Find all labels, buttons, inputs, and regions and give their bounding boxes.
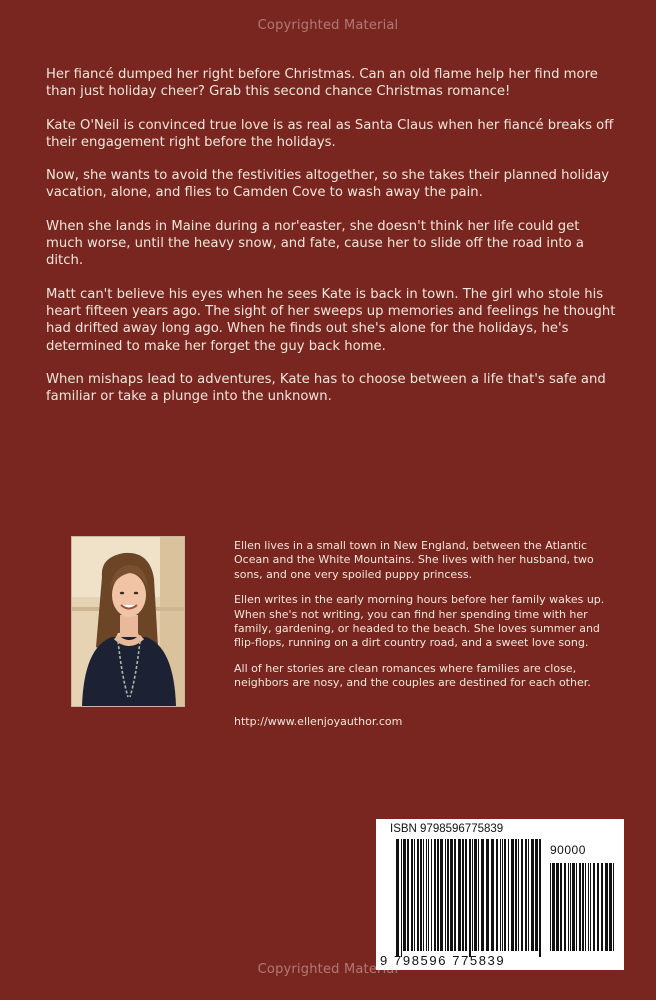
author-photo <box>71 536 185 707</box>
watermark-bottom: Copyrighted Material <box>257 962 399 977</box>
barcode-bar <box>518 839 519 951</box>
barcode-bar <box>585 863 586 951</box>
barcode-bar <box>454 839 456 951</box>
bio-paragraph: Ellen lives in a small town in New England, between the Atlantic Ocean and the White Mountains. She lives with her husband, two sons, and one very spoiled puppy princess. <box>234 539 594 581</box>
barcode-bar <box>434 839 436 951</box>
barcode-bar <box>560 863 562 951</box>
barcode-bar <box>572 863 575 951</box>
barcode-bar <box>401 839 402 957</box>
barcode-bar <box>472 839 473 951</box>
barcode-bar <box>469 839 471 957</box>
blurb-paragraph: Kate O'Neil is convinced true love is as real as Santa Claus when her fiancé breaks off their engagement right before the holidays. <box>46 117 614 150</box>
barcode-bar <box>601 863 603 951</box>
barcode-bar <box>609 863 612 951</box>
barcode-bar <box>426 839 427 951</box>
barcode-bar <box>474 839 477 951</box>
barcode-bar <box>588 863 589 951</box>
isbn-digits: 9 798596 775839 <box>380 953 506 968</box>
barcode-bar <box>496 839 498 951</box>
barcode-bar <box>445 839 446 951</box>
barcode-bar <box>535 839 538 951</box>
blurb-paragraph: Now, she wants to avoid the festivities altogether, so she takes their planned holiday vacation, alone, and flies to Camden Cove to wash away the pain. <box>46 168 610 201</box>
barcode-bar <box>423 839 424 951</box>
barcode-bar <box>605 863 608 951</box>
barcode-bar <box>500 839 501 951</box>
barcode-bar <box>403 839 406 951</box>
author-website: http://www.ellenjoyauthor.com <box>234 714 403 728</box>
barcode-bar <box>504 839 506 951</box>
barcode-bar <box>437 839 439 951</box>
barcode-bar <box>511 839 514 951</box>
author-bio <box>234 539 614 740</box>
barcode-bar <box>491 839 494 951</box>
barcode-bar <box>396 839 399 957</box>
blurb-paragraph: When she lands in Maine during a nor'easter, she doesn't think her life could get much worse, until the heavy snow, and fate, cause her to slide off the road into a ditch. <box>46 218 584 269</box>
barcode-bar <box>613 863 614 951</box>
barcode-bar <box>478 839 479 951</box>
barcode-bar <box>420 839 422 951</box>
barcode-bar <box>556 863 559 951</box>
barcode-bar <box>411 839 413 951</box>
barcode-bar <box>552 863 555 951</box>
blurb-paragraph: Her fiancé dumped her right before Christmas. Can an old flame help her find more than just holiday cheer? Grab this second chance Christmas romance! <box>46 67 598 100</box>
barcode-bar <box>597 863 599 951</box>
barcode-bar <box>564 863 566 951</box>
barcode-bar <box>508 839 509 951</box>
barcode-bar <box>447 839 449 951</box>
blurb-paragraph: When mishaps lead to adventures, Kate has to choose between a life that's safe and familiar or take a plunge into the unknown. <box>46 371 606 405</box>
barcode-bar <box>414 839 415 951</box>
isbn-label: ISBN 9798596775839 <box>390 823 504 835</box>
barcode-bar <box>570 863 571 951</box>
bio-paragraph: Ellen writes in the early morning hours before her family wakes up. When she's not writing, you can find her spending time with her family, gardening, or headed to the beach. She loves summer and flip-flops, running on a dirt country road, and a sweet love song. <box>234 593 605 650</box>
barcode-bar <box>431 839 432 951</box>
barcode-bar <box>428 839 429 951</box>
barcode-bar <box>582 863 584 951</box>
barcode-bar <box>462 839 464 951</box>
watermark-top: Copyrighted Material <box>257 18 399 33</box>
barcode-bar <box>531 839 534 951</box>
barcode-bar <box>440 839 443 951</box>
barcode-bar <box>407 839 409 951</box>
barcode-bar <box>590 863 591 951</box>
barcode-bar <box>417 839 419 951</box>
barcode-bar <box>550 863 551 951</box>
barcode-bar <box>515 839 517 951</box>
blurb-paragraph: Matt can't believe his eyes when he sees Kate is back in town. The girl who stole his heart fifteen years ago. The sight of her sweeps up memories and feelings he thought had drifted away long ago. When he finds out she's alone for the holidays, he's determined to make her forget the guy back home. <box>46 286 616 354</box>
barcode-bar <box>525 839 527 951</box>
barcode-bar <box>528 839 529 951</box>
price-code: 90000 <box>550 843 586 857</box>
barcode-bar <box>593 863 595 951</box>
barcode-bar <box>521 839 523 951</box>
bio-paragraph: All of her stories are clean romances where families are close, neighbors are nosy, and the couples are destined for each other. <box>234 661 591 690</box>
barcode-bar <box>579 863 581 951</box>
barcode-bar <box>458 839 461 951</box>
barcode-bar <box>576 863 577 951</box>
barcode-bars <box>376 819 624 970</box>
barcode-bar <box>568 863 569 951</box>
barcode-bar <box>539 839 541 957</box>
book-blurb <box>46 66 618 421</box>
barcode-bar <box>450 839 453 951</box>
barcode-bar <box>486 839 489 951</box>
barcode-bar <box>502 839 503 951</box>
isbn-barcode-box <box>376 819 624 970</box>
barcode-bar <box>465 839 467 951</box>
barcode-bar <box>481 839 484 951</box>
